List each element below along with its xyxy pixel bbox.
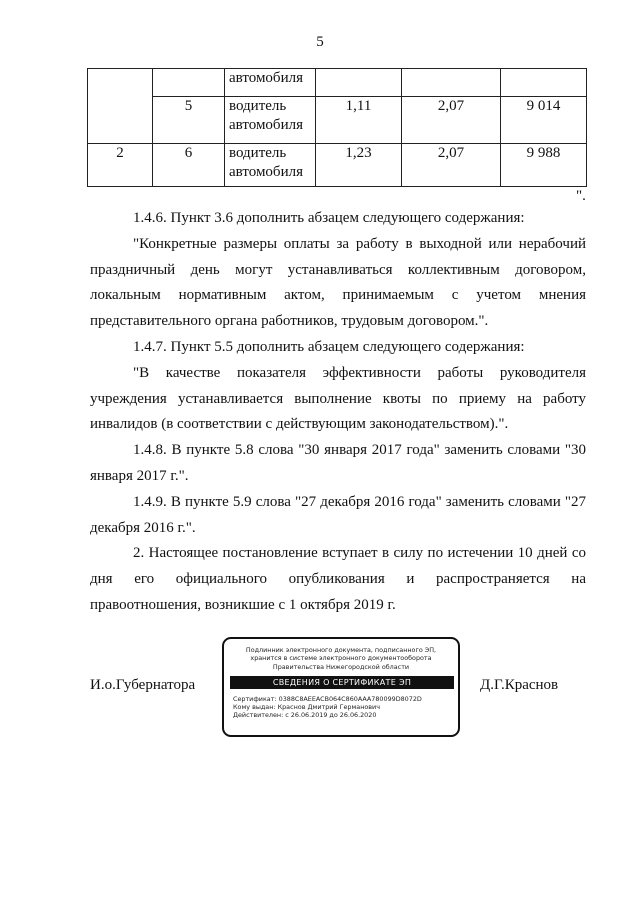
table-cell: 6 (153, 144, 225, 187)
table-cell: водитель автомобиля (225, 97, 316, 144)
table-cell: водитель автомобиля (225, 144, 316, 187)
stamp-certificate: Сертификат: 0388C8AEEACB064C860AAA780099D8072D (233, 695, 422, 704)
stamp-header (224, 646, 458, 671)
table-cell (402, 69, 501, 97)
table-cell: автомобиля (225, 69, 316, 97)
paragraph-1-4-6: 1.4.6. Пункт 3.6 дополнить абзацем следующего содержания: (133, 210, 525, 226)
table-cell: 2,07 (402, 97, 501, 144)
paragraph-quote-5-5: "В качестве показателя эффективности работы руководителя учреждения устанавливается выполнение квоты по приему на работу инвалидов (в соответствии с действующим законодательством).". (90, 364, 586, 433)
signatory-name: Д.Г.Краснов (480, 677, 559, 693)
stamp-title-bar: СВЕДЕНИЯ О СЕРТИФИКАТЕ ЭП (230, 676, 454, 689)
paragraph-1-4-8: 1.4.8. В пункте 5.8 слова "30 января 2017 года" заменить словами "30 января 2017 г.". (90, 442, 586, 484)
table-cell: 2 (88, 144, 153, 187)
table-closing-quote: ". (576, 188, 586, 204)
stamp-header-line: хранится в системе электронного документооборота (250, 654, 432, 663)
table-cell (316, 69, 402, 97)
stamp-issued-to: Кому выдан: Краснов Дмитрий Германович (233, 703, 380, 712)
page-number: 5 (316, 34, 324, 50)
table-row (88, 69, 587, 97)
table-cell (153, 69, 225, 97)
paragraph-quote-3-6: "Конкретные размеры оплаты за работу в выходной или нерабочий праздничный день могут устанавливаться коллективным договором, локальным нормативным актом, принимаемым с учетом мнения представительного органа работников, трудовым договором.". (90, 235, 586, 330)
table-cell: 9 988 (501, 144, 587, 187)
table-cell: 1,11 (316, 97, 402, 144)
stamp-header-line: Правительства Нижегородской области (272, 662, 410, 671)
table-cell: 5 (153, 97, 225, 144)
paragraph-1-4-7: 1.4.7. Пункт 5.5 дополнить абзацем следующего содержания: (133, 338, 525, 355)
stamp-validity: Действителен: с 26.06.2019 до 26.06.2020 (233, 711, 377, 720)
wage-coefficient-table (87, 68, 587, 187)
stamp-header-line: Подлинник электронного документа, подписанного ЭП, (245, 646, 437, 654)
paragraph-2-effective-date: 2. Настоящее постановление вступает в силу по истечении 10 дней со дня его официального опубликования и распространяется на правоотношения, возникшие с 1 октября 2019 г. (90, 545, 586, 613)
electronic-signature-stamp (222, 637, 460, 737)
table-cell: 2,07 (402, 144, 501, 187)
table-row (88, 144, 587, 187)
table-row (88, 97, 587, 144)
amendment-text (90, 206, 586, 619)
table-cell (501, 69, 587, 97)
paragraph-1-4-9: 1.4.9. В пункте 5.9 слова "27 декабря 2016 года" заменить словами "27 декабря 2016 г.". (90, 493, 586, 536)
table-cell (88, 69, 153, 144)
signatory-position: И.о.Губернатора (90, 677, 196, 693)
stamp-details (233, 695, 458, 719)
table-cell: 9 014 (501, 97, 587, 144)
table-cell: 1,23 (316, 144, 402, 187)
